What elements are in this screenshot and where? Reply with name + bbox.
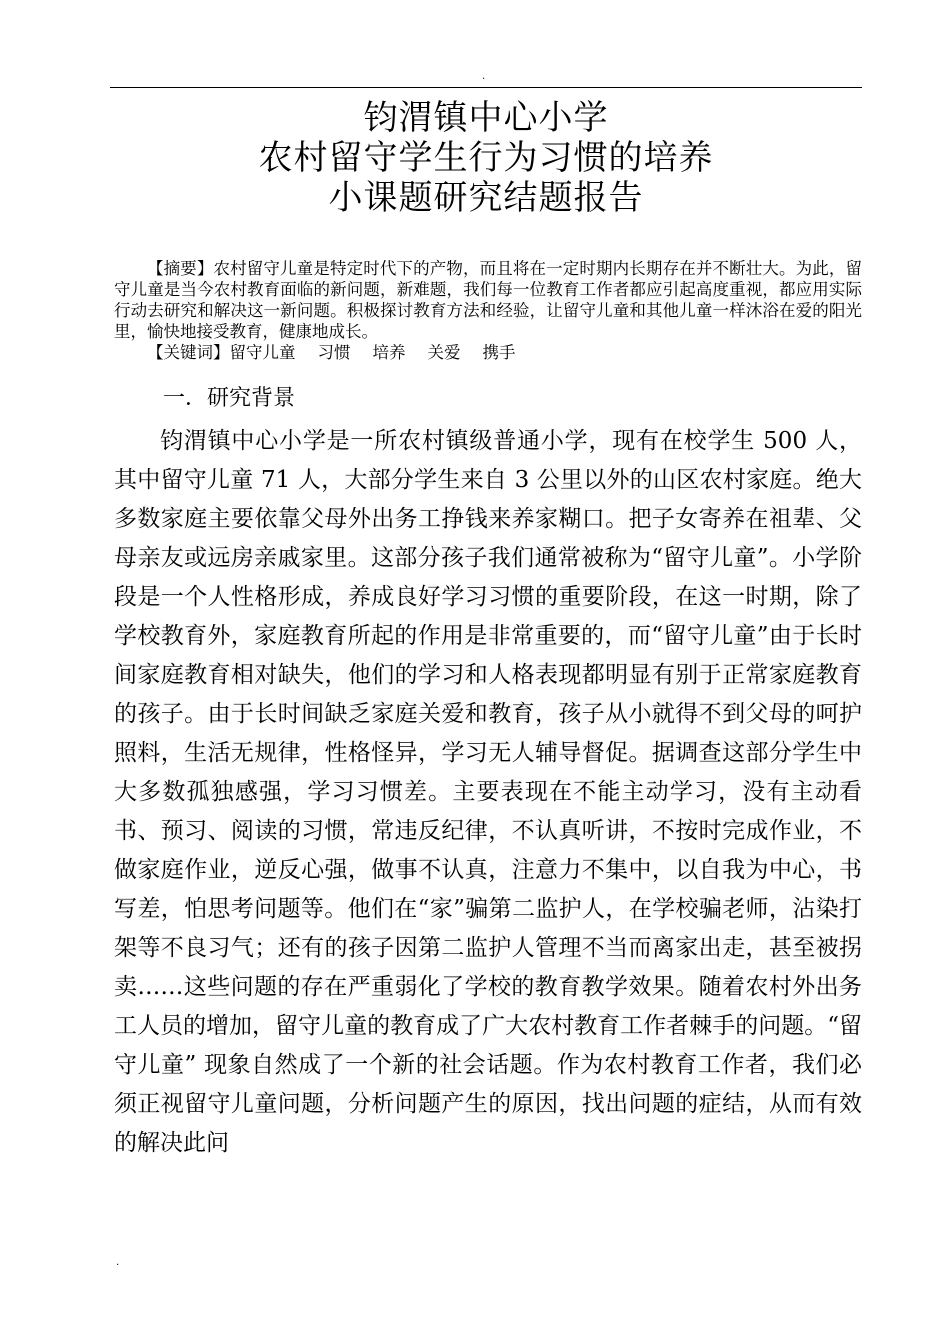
keyword-item: 关爱 (427, 343, 461, 362)
body-paragraph: 钧渭镇中心小学是一所农村镇级普通小学，现有在校学生 500 人，其中留守儿童 71 人，大部分学生来自 3 公里以外的山区农村家庭。绝大多数家庭主要依靠父母外出务工挣钱来养家糊口。把子女寄养在祖辈、父母亲友或远房亲戚家里。这部分孩子我们通常被称为“留守儿童”。小学阶段是一个人性格形成，养成良好学习习惯的重要阶段，在这一时期，除了学校教育外，家庭教育所起的作用是非常重要的，而“留守儿童”由于长时间家庭教育相对缺失，他们的学习和人格表现都明显有别于正常家庭教育的孩子。由于长时间缺乏家庭关爱和教育，孩子从小就得不到父母的呵护照料，生活无规律，性格怪异，学习无人辅导督促。据调查这部分学生中大多数孤独感强，学习习惯差。主要表现在不能主动学习，没有主动看书、预习、阅读的习惯，常违反纪律，不认真听讲，不按时完成作业，不做家庭作业，逆反心强，做事不认真，注意力不集中，以自我为中心，书写差，怕思考问题等。他们在“家”骗第二监护人，在学校骗老师，沾染打架等不良习气；还有的孩子因第二监护人管理不当而离家出走，甚至被拐卖……这些问题的存在严重弱化了学校的教育教学效果。随着农村外出务工人员的增加，留守儿童的教育成了广大农村教育工作者棘手的问题。“留守儿童” 现象自然成了一个新的社会话题。作为农村教育工作者，我们必须正视留守儿童问题，分析问题产生的原因，找出问题的症结，从而有效的解决此问 (114, 428, 862, 1156)
keyword-item: 留守儿童 (229, 343, 296, 362)
keywords-label: 【关键词】 (147, 343, 230, 362)
keyword-item: 习惯 (317, 343, 351, 362)
document-title (110, 98, 862, 218)
keywords-line (114, 342, 862, 363)
footer-mark: . (116, 1257, 120, 1268)
title-line-report: 小课题研究结题报告 (328, 178, 644, 218)
abstract-text: 农村留守儿童是特定时代下的产物，而且将在一定时期内长期存在并不断壮大。为此，留守儿童是当今农村教育面临的新问题，新难题，我们每一位教育工作者都应引起高度重视，都应用实际行动去研究和解决这一新问题。积极探讨教育方法和经验，让留守儿童和其他儿童一样沐浴在爱的阳光里，愉快地接受教育，健康地成长。 (114, 259, 863, 341)
title-line-school: 钧渭镇中心小学 (363, 98, 609, 138)
abstract-section (114, 258, 862, 363)
abstract-label: 【摘要】 (147, 259, 214, 278)
section-heading-background: 一．研究背景 (163, 386, 296, 411)
header-rule (110, 87, 862, 88)
abstract-paragraph (114, 258, 862, 342)
title-line-topic: 农村留守学生行为习惯的培养 (258, 138, 714, 178)
keyword-item: 培养 (372, 343, 406, 362)
keyword-item: 携手 (482, 343, 516, 362)
header-mark: . (482, 71, 486, 82)
